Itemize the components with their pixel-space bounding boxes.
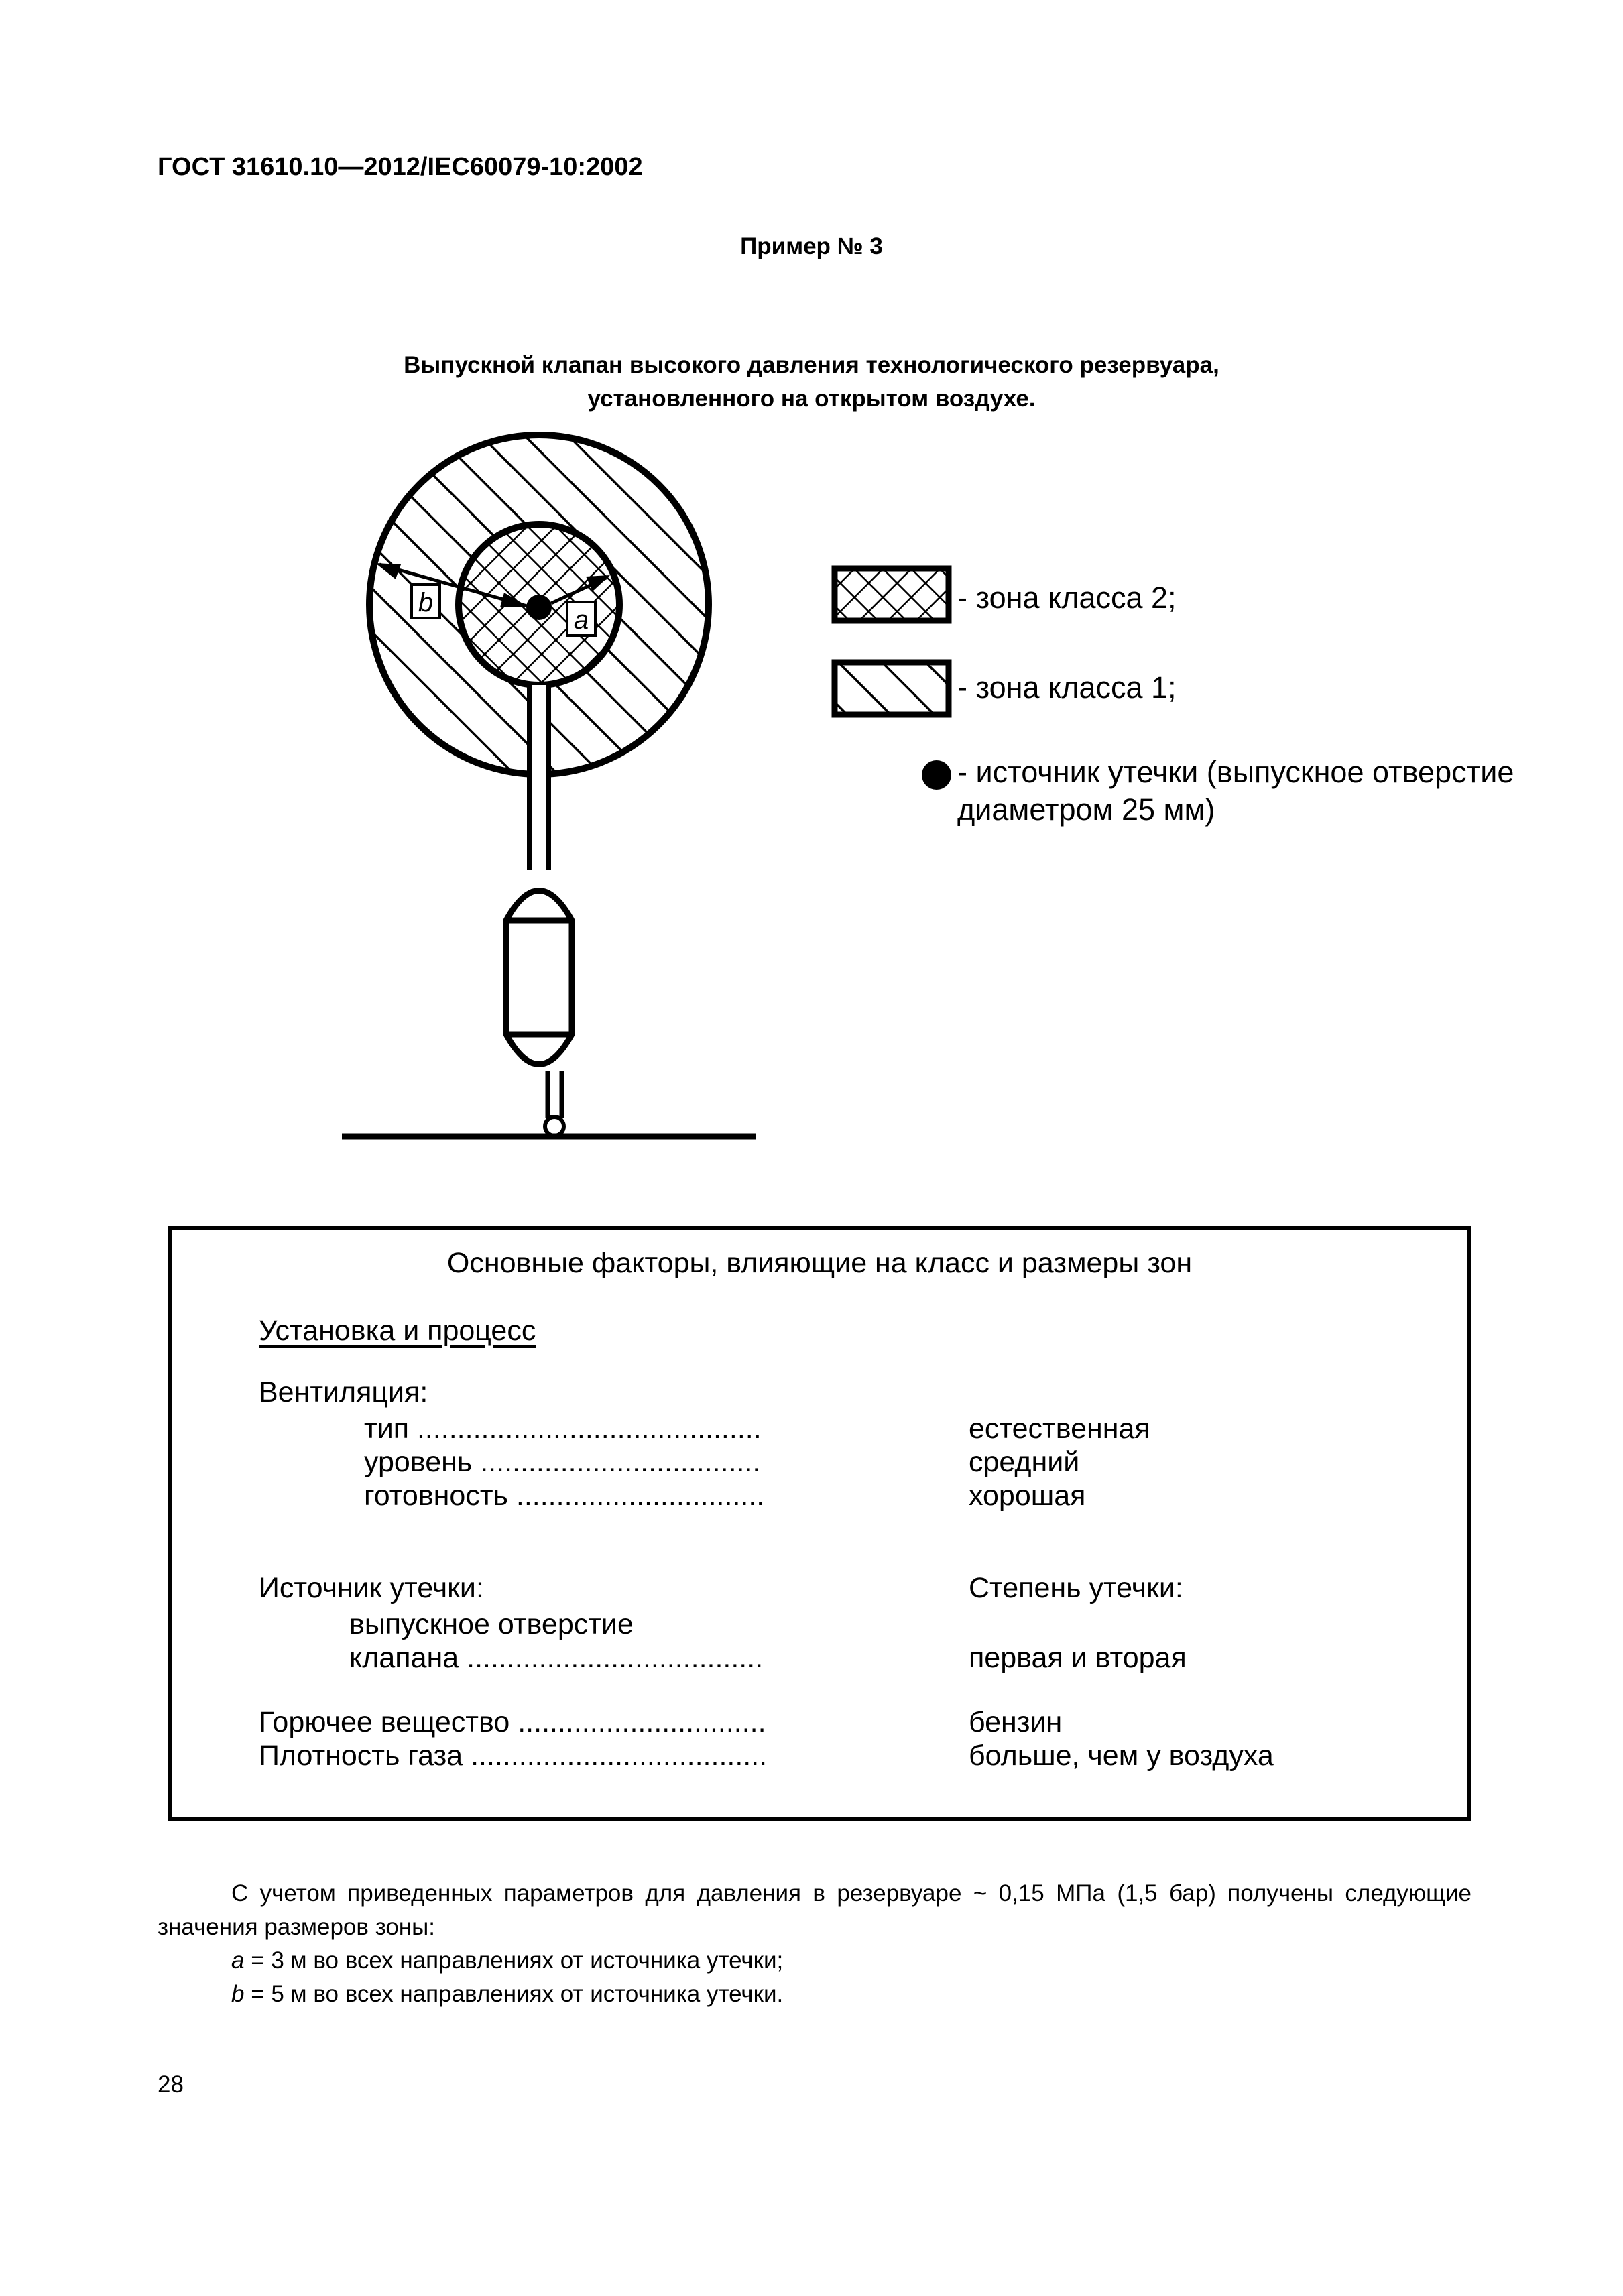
factors-box (168, 1226, 1471, 1821)
type-label: тип ........................................... (364, 1412, 762, 1445)
density-label: Плотность газа ..................................... (259, 1740, 768, 1772)
release-grade-label: Степень утечки: (969, 1572, 1183, 1604)
paragraph (158, 1877, 1471, 2011)
substance-value: бензин (969, 1706, 1063, 1738)
level-value: средний (969, 1446, 1080, 1478)
factors-title: Основные факторы, влияющие на класс и размеры зон (446, 1247, 1193, 1279)
dimension-b-line (158, 1978, 1471, 2011)
section-heading: Установка и процесс (259, 1315, 536, 1347)
label-a: a (573, 605, 589, 635)
valve-value: первая и вторая (969, 1642, 1187, 1674)
leak-source-dot (526, 595, 552, 620)
dimension-b-text: = 5 м во всех направлениях от источника утечки. (251, 1981, 784, 2007)
density-value: больше, чем у воздуха (969, 1740, 1274, 1772)
legend-zone1-swatch (835, 662, 949, 715)
availability-label: готовность ............................... (364, 1479, 765, 1512)
caption-line-2: установленного на открытом воздухе. (587, 385, 1036, 412)
legend-zone1-label: - зона класса 1; (957, 670, 1177, 705)
source-label: Источник утечки: (259, 1572, 484, 1604)
tank-vessel (506, 891, 572, 1065)
dimension-b-symbol: b (231, 1981, 245, 2007)
availability-value: хорошая (969, 1479, 1086, 1512)
valve-label-1: выпускное отверстие (349, 1608, 634, 1640)
legend-source-label-1: - источник утечки (выпускное отверстие (957, 755, 1514, 789)
page-number: 28 (158, 2071, 184, 2098)
dimension-a-line (158, 1944, 1471, 1978)
substance-label: Горючее вещество ............................... (259, 1706, 766, 1738)
leg-foot (545, 1117, 564, 1136)
paragraph-line-2: значения размеров зоны: (158, 1914, 436, 1940)
level-label: уровень ................................... (364, 1446, 761, 1478)
example-title: Пример № 3 (740, 233, 883, 259)
caption-line-1: Выпускной клапан высокого давления технологического резервуара, (404, 352, 1219, 378)
type-value: естественная (969, 1412, 1150, 1445)
ventilation-label: Вентиляция: (259, 1376, 428, 1408)
dimension-a-symbol: a (231, 1947, 245, 1974)
valve-label-2: клапана ..................................... (349, 1642, 764, 1674)
dimension-a-text: = 3 м во всех направлениях от источника утечки; (251, 1947, 784, 1974)
label-b: b (418, 588, 434, 617)
paragraph-line-1: С учетом приведенных параметров для давления в резервуаре ~ 0,15 МПа (1,5 бар) получены следующие (231, 1880, 1471, 1907)
legend-zone2-label: - зона класса 2; (957, 581, 1177, 615)
legend-source-dot (922, 760, 951, 790)
document-header: ГОСТ 31610.10—2012/IEC60079-10:2002 (158, 153, 643, 181)
legend-source-label-2: диаметром 25 мм) (957, 792, 1215, 827)
